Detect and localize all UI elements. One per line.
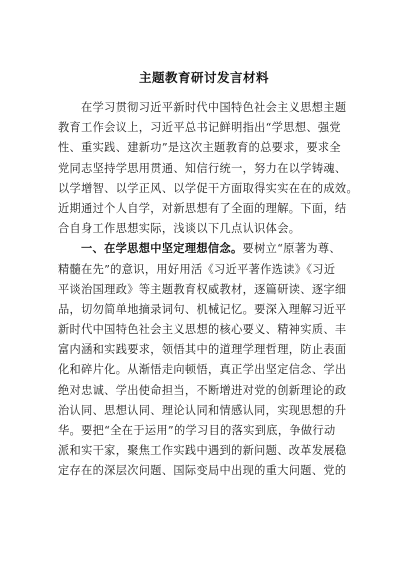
paragraph-line: 近期通过个人自学，对新思想有了全面的理解。下面，结 bbox=[58, 201, 347, 215]
paragraph-line: 定存在的深层次问题、国际变局中出现的重大问题、党的 bbox=[58, 464, 347, 478]
section-heading-line bbox=[58, 239, 358, 259]
paragraph-line: 新时代中国特色社会主义思想的核心要义、精神实质、丰 bbox=[58, 323, 347, 337]
paragraph-line: 以学增智、以学正风、以学促干方面取得实实在在的成效。 bbox=[58, 181, 358, 195]
section-first-line-text: 要树立“原著为尊、 bbox=[242, 242, 341, 256]
paragraph-line: 合自身工作思想实际，浅谈以下几点认识体会。 bbox=[58, 222, 301, 236]
section-heading: 一、在学思想中坚定理想信念。 bbox=[81, 242, 243, 256]
paragraph-line: 富内涵和实践要求，领悟其中的道理学理哲理，防止表面 bbox=[58, 343, 347, 357]
document-title: 主题教育研讨发言材料 bbox=[138, 70, 269, 85]
paragraph-line: 在学习贯彻习近平新时代中国特色社会主义思想主题 bbox=[81, 101, 347, 114]
paragraph-line: 教育工作会议上，习近平总书记鲜明指出“学思想、强党 bbox=[58, 121, 341, 135]
document-body bbox=[58, 98, 358, 482]
paragraph-line: 党同志坚持学思用贯通、知信行统一，努力在以学铸魂、 bbox=[58, 161, 347, 175]
paragraph-line: 派和实干家，聚焦工作实践中遇到的新问题、改革发展稳 bbox=[58, 444, 347, 458]
paragraph-line: 治认同、思想认同、理论认同和情感认同，实现思想的升 bbox=[58, 403, 347, 417]
paragraph-line: 华。要把“全在于运用”的学习目的落实到底，争做行动 bbox=[58, 424, 336, 437]
paragraph-line: 品，切勿简单地摘录词句、机械记忆。要深入理解习近平 bbox=[58, 302, 347, 316]
paragraph-line: 绝对忠诚、学出使命担当，不断增进对党的创新理论的政 bbox=[58, 383, 347, 397]
paragraph-line: 精髓在先”的意识，用好用活《习近平著作选读》《习近 bbox=[58, 262, 336, 276]
paragraph-line: 性、重实践、建新功”是这次主题教育的总要求，要求全 bbox=[58, 141, 341, 155]
paragraph-line: 平谈治国理政》等主题教育权威教材，逐篇研读、逐字细 bbox=[58, 282, 347, 296]
paragraph-line: 化和碎片化。从渐悟走向顿悟，真正学出坚定信念、学出 bbox=[58, 363, 347, 377]
